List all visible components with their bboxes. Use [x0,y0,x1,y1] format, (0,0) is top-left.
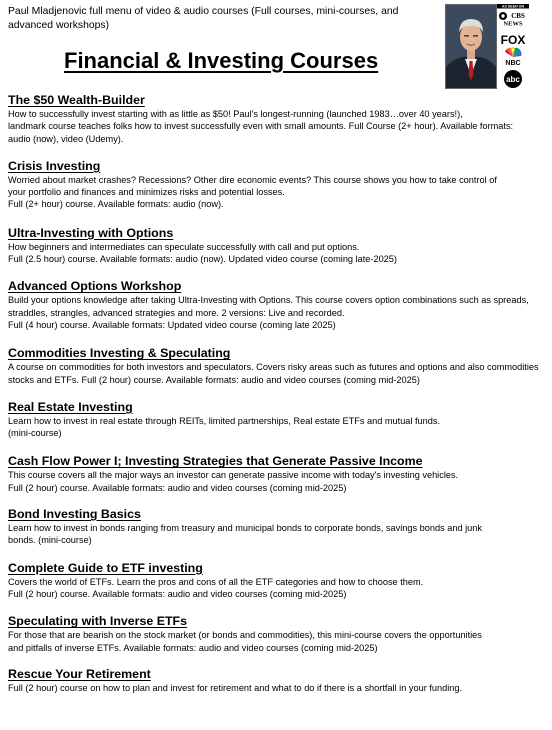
course-item [8,506,548,547]
course-title: Commodities Investing & Speculating [8,346,231,361]
svg-text:NEWS: NEWS [503,20,523,28]
course-description-line: Covers the world of ETFs. Learn the pros and cons of all the ETF categories and how to choose them. [8,576,424,587]
course-title: Bond Investing Basics [8,507,141,522]
course-description-line: How to successfully invest starting with as little as $50! Paul's longest-running (launched 1983…over 40 years!), [8,109,463,119]
course-title: Cash Flow Power I; Investing Strategies that Generate Passive Income [8,454,423,469]
course-description-line: straddles, strangles, advanced strategies and more. 2 versions: Live and recorded. [8,307,345,318]
course-item [8,453,548,494]
course-description [8,469,548,494]
fox-logo [501,33,526,47]
course-title: Complete Guide to ETF investing [8,560,203,575]
course-item [8,92,548,145]
course-description-line: (mini-course) [8,428,62,439]
svg-text:NBC: NBC [505,60,521,67]
intro-text: Paul Mladjenovic full menu of video & audio courses (Full courses, mini-courses, and advanced workshops) [8,6,399,31]
course-description-line: Full (2 hour) course. Available formats: audio and video courses (coming mid-2025) [8,588,347,599]
course-item [8,278,548,331]
course-description-line: Learn how to invest in bonds ranging from treasury and municipal bonds to corporate bonds, savings bonds and junk [8,523,482,534]
course-description-line: Full (2+ hour) course. Available formats: audio (now). [8,199,224,210]
course-description [8,241,548,266]
course-description [8,415,548,440]
course-description [8,294,548,331]
course-description-line: Learn how to invest in real estate through REITs, limited partnerships, Real estate ETFs and mutual funds. [8,415,441,426]
course-item [8,225,548,266]
course-description-line: For those that are bearish on the stock market (or bonds and commodities), this mini-course covers the opportunities [8,630,482,641]
course-description-line: landmark course teaches folks how to invest successfully even with small amounts. Full Course (2+ hour). Available formats: [8,121,514,132]
svg-text:FOX: FOX [500,33,526,47]
course-description-line: stocks and ETFs. Full (2 hour) course. Available formats: audio and video courses (coming mid-2025) [8,374,420,385]
course-description-line: Full (2.5 hour) course. Available formats: audio (now). Updated video course (coming late-2025) [8,254,397,265]
as-seen-on-label: AS SEEN ON [501,4,525,9]
course-description [8,361,548,386]
svg-text:abc: abc [506,75,520,84]
course-item [8,399,548,440]
cbs-news-logo [499,12,525,28]
course-title: Crisis Investing [8,158,101,173]
course-list [8,92,548,694]
page-title: Financial & Investing Courses [64,48,379,73]
course-description-line: Build your options knowledge after taking Ultra-Investing with Options. This course covers option combinations such as spreads, [8,295,529,306]
svg-text:CBS: CBS [511,12,525,20]
course-description-line: audio (now), video (Udemy). [8,133,124,144]
course-title: The $50 Wealth-Builder [8,93,145,107]
course-description-line: Full (4 hour) course. Available formats: Updated video course (coming late 2025) [8,319,336,330]
course-title: Advanced Options Workshop [8,279,182,294]
course-description [8,682,548,694]
course-description [8,576,548,601]
course-item [8,560,548,601]
course-title: Rescue Your Retirement [8,666,151,681]
course-description-line: Full (2 hour) course. Available formats: audio and video courses (coming mid-2025) [8,482,347,493]
course-description-line: Full (2 hour) course on how to plan and invest for retirement and what to do if there is a shortfall in your funding. [8,682,463,693]
course-description [8,629,548,654]
course-item [8,613,548,654]
course-item [8,666,548,694]
course-description [8,174,548,211]
course-description-line: Worried about market crashes? Recessions? Other dire economic events? This course shows you how to take control of [8,174,497,185]
course-title: Real Estate Investing [8,399,133,414]
media-logos [496,4,530,90]
author-photo [445,4,497,89]
abc-logo [504,70,522,88]
course-item [8,345,548,386]
course-description [8,522,548,547]
nbc-logo [505,47,522,67]
course-description-line: A course on commodities for both investors and speculators. Covers risky areas such as futures and options and also commodities [8,362,539,373]
course-description-line: your portfolio and finances and minimizes risks and potential losses. [8,187,285,198]
course-title: Speculating with Inverse ETFs [8,614,188,629]
course-description-line: and pitfalls of inverse ETFs. Available formats: audio and video courses (coming mid-2025) [8,642,378,653]
course-description-line: This course covers all the major ways an investor can generate passive income with today's investing vehicles. [8,470,459,481]
course-description-line: How beginners and intermediates can speculate successfully with call and put options. [8,241,360,252]
course-item [8,158,548,211]
course-description-line: bonds. (mini-course) [8,535,92,546]
course-title: Ultra-Investing with Options [8,225,174,240]
course-description [8,108,548,145]
